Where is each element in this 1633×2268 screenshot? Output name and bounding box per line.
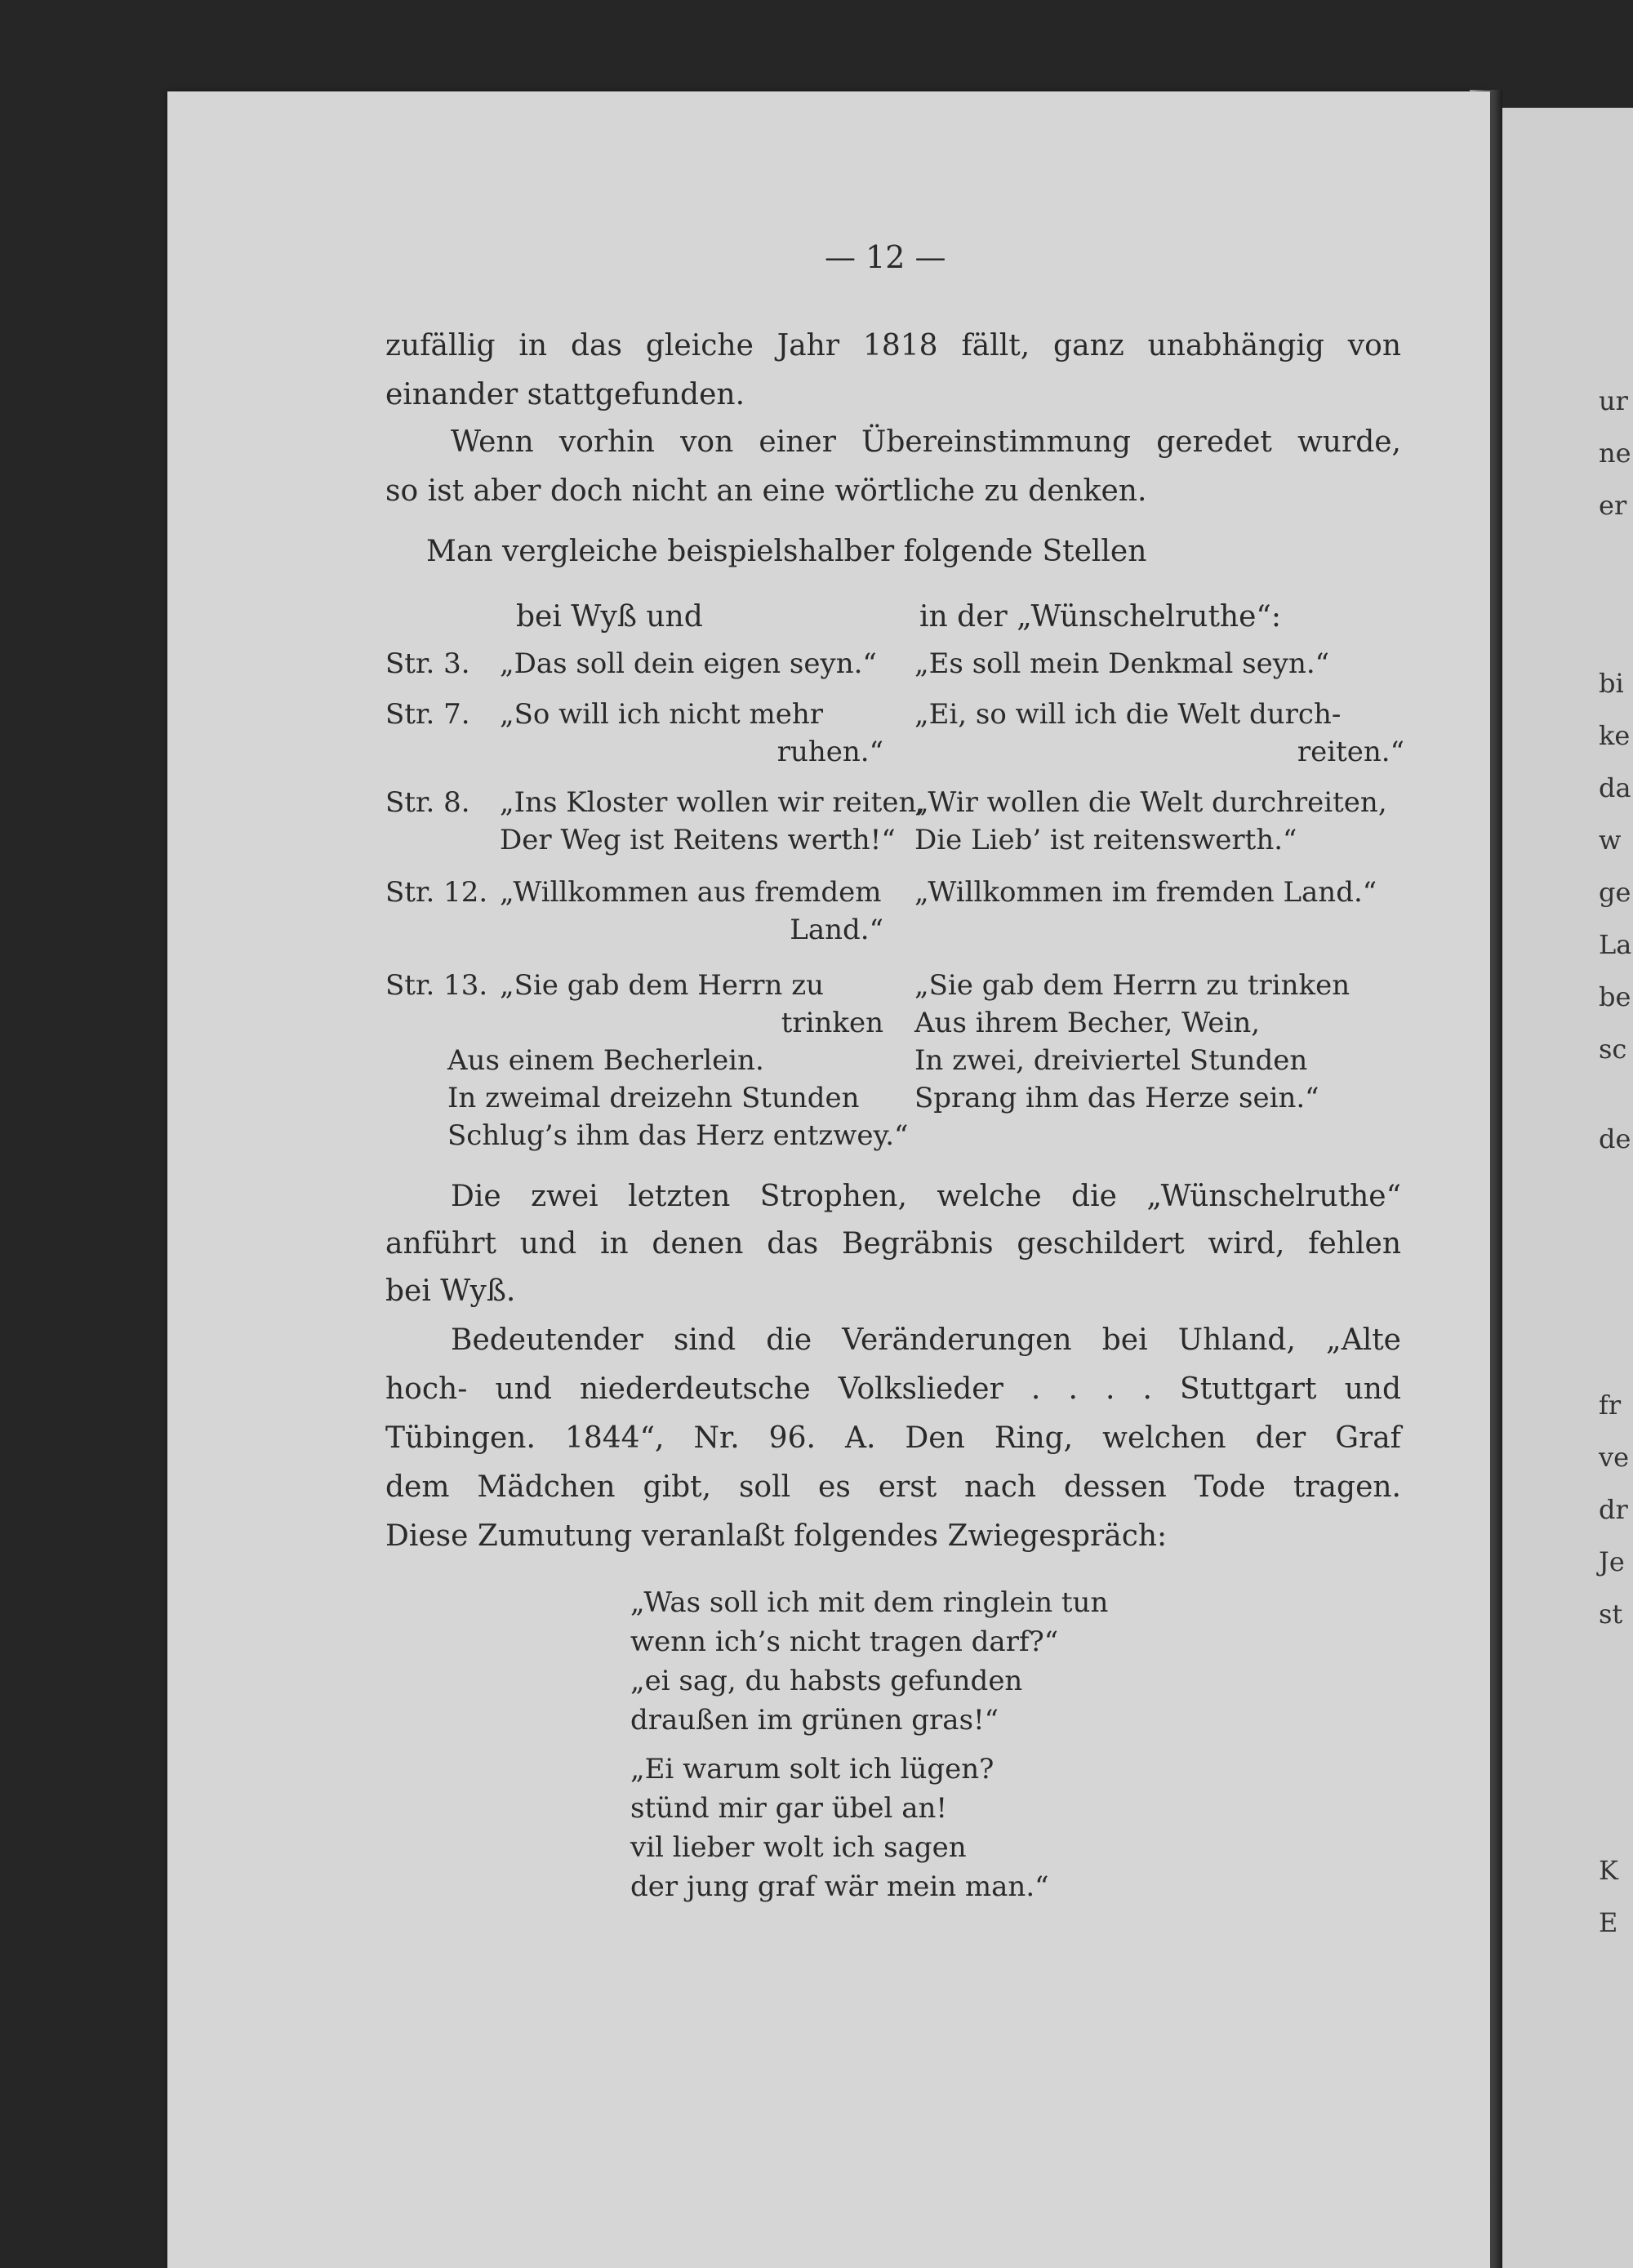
comparison-left-line: trinken <box>781 1007 883 1039</box>
poem-line: „Ei warum solt ich lügen? <box>630 1753 994 1785</box>
facing-page-fragment: E <box>1599 1907 1618 1938</box>
comparison-head-right: in der „Wünschelruthe“: <box>919 600 1281 634</box>
facing-page-fragment: fr <box>1599 1390 1622 1421</box>
comparison-right-line: reiten.“ <box>1297 736 1404 768</box>
comparison-right-line: Sprang ihm das Herze sein.“ <box>914 1082 1319 1114</box>
comparison-left-line: Aus einem Becherlein. <box>447 1044 764 1077</box>
paragraph-line: Diese Zumutung veranlaßt folgendes Zwiegespräch: <box>385 1519 1168 1553</box>
comparison-left-line: ruhen.“ <box>776 736 883 768</box>
comparison-right-line: „Willkommen im fremden Land.“ <box>914 876 1377 909</box>
facing-page-fragment: bi <box>1599 668 1624 699</box>
strophe-label: Str. 3. <box>385 647 470 680</box>
facing-page-fragment: w <box>1599 825 1622 856</box>
strophe-label: Str. 12. <box>385 876 488 909</box>
strophe-label: Str. 13. <box>385 969 488 1002</box>
paragraph-line: dem Mädchen gibt, soll es erst nach dessen Tode tragen. <box>385 1470 1401 1504</box>
poem-line: draußen im grünen gras!“ <box>630 1704 999 1737</box>
poem-line: „Was soll ich mit dem ringlein tun <box>630 1586 1109 1619</box>
poem-line: der jung graf wär mein man.“ <box>630 1870 1049 1903</box>
facing-page-fragment: dr <box>1599 1494 1628 1525</box>
comparison-left-line: Schlug’s ihm das Herz entzwey.“ <box>447 1119 909 1152</box>
comparison-left-line: „Sie gab dem Herrn zu <box>500 969 825 1002</box>
poem-line: „ei sag, du habsts gefunden <box>630 1665 1023 1697</box>
comparison-right-line: Die Lieb’ ist reitenswerth.“ <box>914 824 1297 856</box>
strophe-label: Str. 7. <box>385 698 470 731</box>
comparison-left-line: „Willkommen aus fremdem <box>500 876 882 909</box>
paragraph-line: Man vergleiche beispielshalber folgende Stellen <box>426 535 1147 568</box>
comparison-right-line: „Wir wollen die Welt durchreiten, <box>914 786 1387 819</box>
comparison-right-line: „Sie gab dem Herrn zu trinken <box>914 969 1350 1002</box>
comparison-left-line: „So will ich nicht mehr <box>500 698 824 731</box>
comparison-left-line: Land.“ <box>790 914 883 946</box>
comparison-left-line: „Das soll dein eigen seyn.“ <box>500 647 877 680</box>
facing-page-fragment: ur <box>1599 385 1628 416</box>
poem-line: stünd mir gar übel an! <box>630 1792 948 1825</box>
paragraph-line: Die zwei letzten Strophen, welche die „Wünschelruthe“ <box>451 1180 1401 1213</box>
next-page-edge <box>1501 108 1633 2268</box>
facing-page-fragment: st <box>1599 1599 1623 1630</box>
paragraph-line: Bedeutender sind die Veränderungen bei Uhland, „Alte <box>451 1323 1401 1357</box>
facing-page-fragment: sc <box>1599 1034 1627 1065</box>
facing-page-fragment: be <box>1599 981 1631 1012</box>
comparison-head-left: bei Wyß und <box>516 600 703 634</box>
strophe-label: Str. 8. <box>385 786 470 819</box>
paragraph-line: so ist aber doch nicht an eine wörtliche zu denken. <box>385 474 1147 508</box>
paragraph-line: anführt und in denen das Begräbnis geschildert wird, fehlen <box>385 1227 1401 1261</box>
paragraph-line: einander stattgefunden. <box>385 378 745 411</box>
comparison-left-line: In zweimal dreizehn Stunden <box>447 1082 860 1114</box>
paragraph-line: zufällig in das gleiche Jahr 1818 fällt, ganz unabhängig von <box>385 329 1401 362</box>
paragraph-line: hoch- und niederdeutsche Volkslieder . . . . Stuttgart und <box>385 1372 1401 1406</box>
facing-page-fragment: Je <box>1599 1546 1625 1577</box>
facing-page-fragment: ve <box>1599 1442 1630 1473</box>
comparison-left-line: Der Weg ist Reitens werth!“ <box>500 824 896 856</box>
paragraph-line: Wenn vorhin von einer Übereinstimmung geredet wurde, <box>451 425 1401 459</box>
comparison-right-line: „Es soll mein Denkmal seyn.“ <box>914 647 1330 680</box>
poem-line: wenn ich’s nicht tragen darf?“ <box>630 1625 1059 1658</box>
facing-page-fragment: ke <box>1599 720 1631 751</box>
poem-line: vil lieber wolt ich sagen <box>630 1831 967 1864</box>
facing-page-fragment: da <box>1599 772 1631 803</box>
facing-page-fragment: ge <box>1599 877 1631 908</box>
paragraph-line: Tübingen. 1844“, Nr. 96. A. Den Ring, welchen der Graf <box>385 1421 1401 1455</box>
comparison-right-line: „Ei, so will ich die Welt durch- <box>914 698 1342 731</box>
comparison-left-line: „Ins Kloster wollen wir reiten, <box>500 786 926 819</box>
facing-page-fragment: K <box>1599 1855 1618 1886</box>
facing-page-fragment: ne <box>1599 438 1631 469</box>
comparison-right-line: In zwei, dreiviertel Stunden <box>914 1044 1308 1077</box>
page-number: — 12 — <box>825 239 946 275</box>
facing-page-fragment: de <box>1599 1123 1631 1154</box>
facing-page-fragment: La <box>1599 929 1632 960</box>
facing-page-fragment: er <box>1599 490 1627 521</box>
paragraph-line: bei Wyß. <box>385 1274 516 1308</box>
comparison-right-line: Aus ihrem Becher, Wein, <box>914 1007 1261 1039</box>
